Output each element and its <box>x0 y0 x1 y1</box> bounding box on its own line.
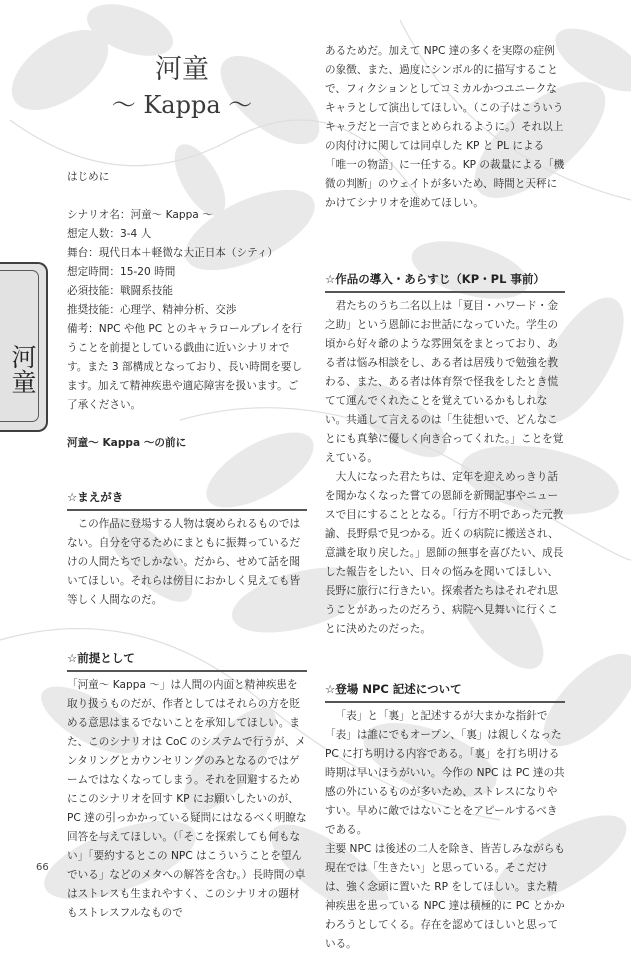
chapter-side-tab <box>0 262 48 432</box>
page-number: 66 <box>36 862 49 873</box>
npc-heading: ☆登場 NPC 記述について <box>325 682 462 696</box>
side-tab-label: 河童 <box>8 344 37 394</box>
premise-continued-text: あるためだ。加えて NPC 達の多くを実際の症例の象徴、また、過度にシンボル的に描写することで、フィクションとしてコミカルかつユニークなキャラとして演出してほしい。（この子はこういうキャラだと一言でまとめられるように。）それ以上の肉付けに関しては同卓した KP と PL による「唯一の物語」に一任する。KP の裁量による「機微の判断」のウェイトが多いため、時間と天秤にかけてシナリオを進めてほしい。 <box>325 45 565 209</box>
meta-scenario-name: シナリオ名：河童〜 Kappa 〜 <box>67 209 213 221</box>
foreword-text: この作品に登場する人物は褒められるものではない。自分を守るためにまともに振舞っているだけの人間たちでしかない。だから、せめて話を聞いてほしい。それらは傍目におかしく見えても皆等しく人間なのだ。 <box>67 518 301 606</box>
scenario-meta <box>67 206 307 415</box>
synopsis-paragraph: 君たちのうち二名以上は「夏目・ハワード・金之助」という恩師にお世話になっていた。学生の頃から好々爺のような雰囲気をまとっており、ある者は悩み相談をし、ある者は居残りで勉強を教わる、また、ある者は体育祭で怪我をしたとき慌てて運んでくれたことを覚えているかもしれない。共通して言えるのは「生徒想いで、どんなことにも真摯に優しく向き合ってくれた。」ことを覚えている。 <box>325 300 564 464</box>
meta-setting: 舞台：現代日本＋軽微な大正日本（シティ） <box>67 247 279 259</box>
meta-time: 想定時間：15-20 時間 <box>67 266 176 278</box>
title-block <box>72 52 292 122</box>
page-subtitle: 〜 Kappa 〜 <box>111 91 253 119</box>
foreword-section <box>67 487 307 610</box>
spacer <box>67 187 307 206</box>
synopsis-paragraph: 大人になった君たちは、定年を迎えめっきり話を聞かなくなった嘗ての恩師を新聞記事やニュースで目にすることとなる。「行方不明であった元教諭、長野県で見つかる。近くの病院に搬送され、意識を取り戻した。」恩師の無事を喜びたい、成長した報告をしたい、日々の悩みを聞いてほしい、長野に旅行に行きたい。探索者たちはそれぞれ思うことがあったのだろう、病院へ見舞いに行くことに決めたのだった。 <box>325 471 564 635</box>
meta-recommended-skill: 推奨技能：心理学、精神分析、交渉 <box>67 304 237 316</box>
heading-underline <box>67 509 307 511</box>
npc-paragraph: 主要 NPC は後述の二人を除き、皆苦しみながらも現在では「生きたい」と思っている。そこだけは、強く念頭に置いた RP をしてほしい。また精神疾患を患っている NPC 達は積極的に PC とかかわろうとしてくる。存在を認めてほしいと思っている。 <box>325 843 565 950</box>
npc-section <box>325 679 565 954</box>
foreword-heading: ☆まえがき <box>67 490 124 504</box>
page-title: 河童 <box>155 54 209 85</box>
left-column <box>67 168 307 923</box>
premise-heading: ☆前提として <box>67 651 135 665</box>
meta-players: 想定人数：3-4 人 <box>67 228 152 240</box>
spacer <box>67 415 307 434</box>
intro-label: はじめに <box>67 171 110 183</box>
synopsis-section <box>325 269 565 639</box>
meta-required-skill: 必須技能：戦闘系技能 <box>67 285 173 297</box>
npc-paragraph: 「表」と「裏」と記述するが大まかな指針で「表」は誰にでもオープン、「裏」は親しくなった PC に打ち明ける内容である。「裏」を打ち明ける時期は早いほうがいい。今作の NPC は PC 達の共感の外にいるものが多いため、ストレスになりやすい。早めに敵ではないことをアピールするべきである。 <box>325 710 565 836</box>
synopsis-heading: ☆作品の導入・あらすじ（KP・PL 事前） <box>325 272 545 286</box>
right-column <box>325 42 565 954</box>
premise-section <box>67 648 307 923</box>
heading-underline <box>325 291 565 293</box>
premise-text: 「河童〜 Kappa 〜」は人間の内面と精神疾患を取り扱うものだが、作者としてはそれらの方を貶める意思はまるでないことを承知してほしい。また、このシナリオは CoC のシステムで行うが、メンタリングとカウンセリングのみとなるのではゲームではなくなってしまう。それを回避するためにこのシナリオを回す KP にお願いしたいのが、PC 達の引っかかっている疑問にはなるべく明瞭な回答を与えてほしい。（「そこを探索しても何もない」「要約するとこの NPC はこういうことを望んでいる」などのメタへの解答を含む。）長時間の卓はストレスも生まれやすく、このシナリオの題材もストレスフルなもので <box>67 679 307 919</box>
heading-underline <box>325 701 565 703</box>
meta-note: 備考：NPC や他 PC とのキャラロールプレイを行うことを前提としている戯曲に近いシナリオです。また 3 部構成となっており、長い時間を要します。加えて精神疾患や適応障害を扱います。ご了承ください。 <box>67 323 303 411</box>
pre-heading: 河童〜 Kappa 〜の前に <box>67 437 187 449</box>
heading-underline <box>67 670 307 672</box>
